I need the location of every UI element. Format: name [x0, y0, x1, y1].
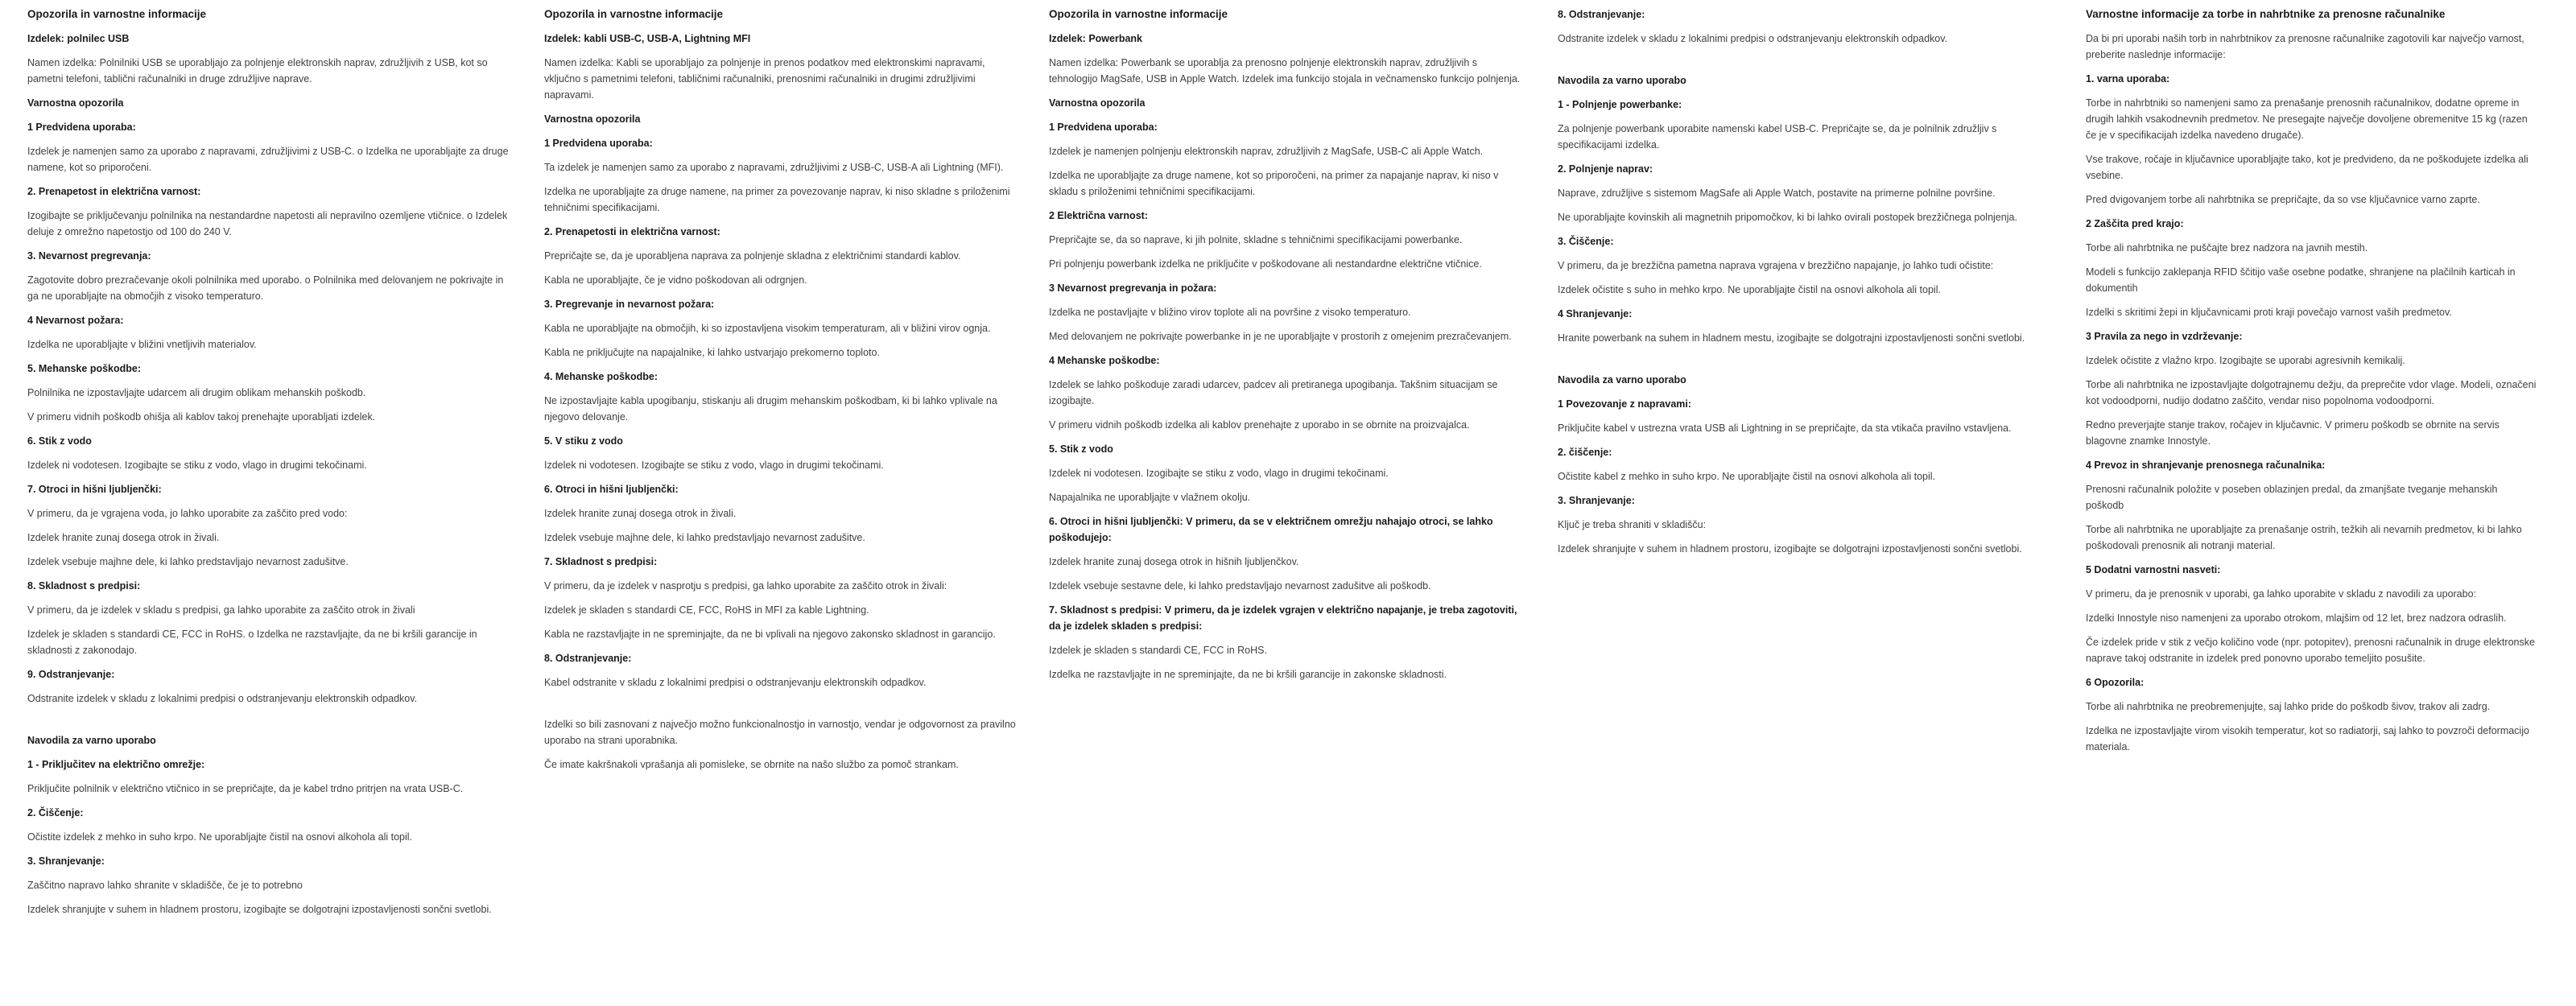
paragraph: Kabel odstranite v skladu z lokalnimi predpisi o odstranjevanju elektronskih odpadkov.	[544, 677, 927, 688]
paragraph: Če imate kakršnakoli vprašanja ali pomisleke, se obrnite na našo službo za pomoč strankam.	[544, 759, 959, 770]
section-heading: 8. Odstranjevanje:	[1558, 9, 1645, 20]
paragraph: Ključ je treba shraniti v skladišču:	[1558, 519, 1707, 530]
section-heading: 4 Mehanske poškodbe:	[1049, 355, 1160, 366]
paragraph: V primeru, da je brezžična pametna naprava vgrajena v brezžično napajanje, jo lahko tudi očistite:	[1558, 260, 1994, 271]
paragraph: Očistite kabel z mehko in suho krpo. Ne uporabljajte čistil na osnovi alkohola ali topil.	[1558, 471, 1935, 482]
section-heading: 3. Shranjevanje:	[27, 856, 105, 867]
section-heading: 6. Otroci in hišni ljubljenčki: V primeru, da se v električnem omrežju nahajajo otroci, se lahko poškodujejo:	[1049, 516, 1493, 543]
paragraph: Namen izdelka: Powerbank se uporablja za prenosno polnjenje elektronskih naprav, združljivih s tehnologijo MagSafe, USB in Apple Watch. Izdelek ima funkcijo stojala in večnamensko funkcijo polnjenja.	[1049, 57, 1521, 85]
paragraph: Izdelek vsebuje sestavne dele, ki lahko predstavljajo nevarnost zadušitve ali poškodb.	[1049, 580, 1431, 592]
section-heading: Varnostna opozorila	[1049, 97, 1146, 109]
section-heading: 2. Prenapetosti in električna varnost:	[544, 226, 720, 237]
paragraph: Odstranite izdelek v skladu z lokalnimi predpisi o odstranjevanju elektronskih odpadkov.	[1558, 33, 1948, 44]
section-heading: 6. Otroci in hišni ljubljenčki:	[544, 484, 679, 495]
section-heading: 2. Prenapetost in električna varnost:	[27, 186, 201, 197]
paragraph: Torbe ali nahrbtnika ne preobremenjujte, saj lahko pride do poškodb šivov, trakov ali zadrg.	[2086, 701, 2491, 712]
paragraph: Izdelek očistite z vlažno krpo. Izogibajte se uporabi agresivnih kemikalij.	[2086, 355, 2405, 366]
column-usb-charger	[27, 6, 510, 926]
paragraph: Ta izdelek je namenjen samo za uporabo z napravami, združljivimi z USB-C, USB-A ali Lightning (MFI).	[544, 162, 1004, 173]
paragraph: Izdelek hranite zunaj dosega otrok in živali.	[27, 532, 220, 543]
paragraph: Izdelek hranite zunaj dosega otrok in hišnih ljubljenčkov.	[1049, 556, 1299, 567]
section-heading: 2. Čiščenje:	[27, 807, 84, 818]
paragraph: Prepričajte se, da je uporabljena naprava za polnjenje skladna z električnimi standardi kablov.	[544, 250, 961, 262]
paragraph: Izdelek je skladen s standardi CE, FCC in RoHS.	[1049, 645, 1267, 656]
column-powerbank	[1049, 6, 1524, 691]
section-heading: 2. čiščenje:	[1558, 447, 1612, 458]
paragraph: Kabla ne priključujte na napajalnike, ki lahko ustvarjajo prekomerno toploto.	[544, 347, 880, 358]
paragraph: Namen izdelka: Kabli se uporabljajo za polnjenje in prenos podatkov med elektronskimi napravami, vključno s pametnimi telefoni, tabličnimi računalniki, prenosnimi računalniki in drugimi združljivimi napravami.	[544, 57, 985, 101]
section-heading: 1 - Priključitev na električno omrežje:	[27, 759, 205, 770]
section-heading: 1 Predvidena uporaba:	[544, 138, 653, 149]
document-title: Opozorila in varnostne informacije	[1049, 8, 1228, 20]
paragraph: Izdelka ne uporabljajte v bližini vnetljivih materialov.	[27, 339, 257, 350]
section-heading: 6. Stik z vodo	[27, 435, 92, 447]
paragraph: Ne uporabljajte kovinskih ali magnetnih pripomočkov, ki bi lahko ovirali postopek brezžičnega polnjenja.	[1558, 212, 2017, 223]
paragraph: V primeru vidnih poškodb ohišja ali kablov takoj prenehajte uporabljati izdelek.	[27, 411, 376, 423]
paragraph: V primeru, da je prenosnik v uporabi, ga lahko uporabite v skladu z navodili za uporabo:	[2086, 588, 2477, 600]
paragraph: Izdelek shranjujte v suhem in hladnem prostoru, izogibajte se dolgotrajni izpostavljenosti sončni svetlobi.	[27, 904, 492, 915]
paragraph: Izdelki Innostyle niso namenjeni za uporabo otrokom, mlajšim od 12 let, brez nadzora odraslih.	[2086, 612, 2507, 624]
paragraph: Izdelek je skladen s standardi CE, FCC in RoHS. o Izdelka ne razstavljajte, da ne bi kršili garancije in skladnosti z zakonodajo.	[27, 629, 477, 656]
section-heading: 8. Odstranjevanje:	[544, 653, 632, 664]
paragraph: Torbe ali nahrbtnika ne uporabljajte za prenašanje ostrih, težkih ali nevarnih predmetov, ki bi lahko poškodovali prenosnik ali notranji material.	[2086, 524, 2522, 551]
paragraph: Da bi pri uporabi naših torb in nahrbtnikov za prenosne računalnike zagotovili kar največjo varnost, preberite naslednje informacije:	[2086, 33, 2524, 60]
paragraph: Zagotovite dobro prezračevanje okoli polnilnika med uporabo. o Polnilnika med delovanjem ne pokrivajte in ga ne uporabljajte na območjih z visoko temperaturo.	[27, 274, 504, 302]
paragraph: Priključite polnilnik v električno vtičnico in se prepričajte, da je kabel trdno pritrjen na vrata USB-C.	[27, 783, 464, 794]
paragraph: Naprave, združljive s sistemom MagSafe ali Apple Watch, postavite na primerne polnilne površine.	[1558, 188, 1996, 199]
paragraph: Odstranite izdelek v skladu z lokalnimi predpisi o odstranjevanju elektronskih odpadkov.	[27, 693, 418, 704]
paragraph: Redno preverjajte stanje trakov, ročajev in ključavnic. V primeru poškodb se obrnite na servis blagovne znamke Innostyle.	[2086, 419, 2500, 447]
paragraph: Namen izdelka: Polnilniki USB se uporabljajo za polnjenje elektronskih naprav, združljivih z USB, kot so pametni telefoni, tablični računalniki in druge združljive naprave.	[27, 57, 488, 85]
paragraph: Vse trakove, ročaje in ključavnice uporabljajte tako, kot je predvideno, da ne poškodujete izdelka ali vsebine.	[2086, 154, 2529, 181]
section-heading: 3. Nevarnost pregrevanja:	[27, 250, 151, 262]
paragraph: Izdelek je namenjen polnjenju elektronskih naprav, združljivih z MagSafe, USB-C ali Apple Watch.	[1049, 146, 1484, 157]
section-heading: 2 Električna varnost:	[1049, 210, 1148, 221]
section-heading: 3. Čiščenje:	[1558, 236, 1614, 247]
paragraph: Torbe in nahrbtniki so namenjeni samo za prenašanje prenosnih računalnikov, dodatne opreme in drugih lahkih vsakodnevnih predmetov. Ne presegajte največje dovoljene obremenitve 15 kg (razen če je v specifikacijah izdelka navedeno drugače).	[2086, 97, 2528, 141]
paragraph: Izdelki so bili zasnovani z največjo možno funkcionalnostjo in varnostjo, vendar je odgovornost za pravilno uporabo na strani uporabnika.	[544, 719, 1016, 746]
section-heading: 3. Shranjevanje:	[1558, 495, 1635, 506]
section-heading: 7. Otroci in hišni ljubljenčki:	[27, 484, 162, 495]
section-heading: 4 Shranjevanje:	[1558, 308, 1633, 320]
section-heading: Izdelek: Powerbank	[1049, 33, 1143, 44]
paragraph: Izdelek se lahko poškoduje zaradi udarcev, padcev ali pretiranega upogibanja. Takšnim situacijam se izogibajte.	[1049, 379, 1498, 406]
section-heading: Izdelek: kabli USB-C, USB-A, Lightning MFI	[544, 33, 751, 44]
paragraph: Prepričajte se, da so naprave, ki jih polnite, skladne s tehničnimi specifikacijami powerbanke.	[1049, 234, 1463, 245]
paragraph: Torbe ali nahrbtnika ne puščajte brez nadzora na javnih mestih.	[2086, 242, 2368, 254]
section-heading: 4 Prevoz in shranjevanje prenosnega računalnika:	[2086, 460, 2326, 471]
document-title: Varnostne informacije za torbe in nahrbtnike za prenosne računalnike	[2086, 8, 2446, 20]
section-heading: 4 Nevarnost požara:	[27, 315, 124, 326]
paragraph: Kabla ne uporabljajte, če je vidno poškodovan ali odrgnjen.	[544, 274, 807, 286]
section-heading: 7. Skladnost s predpisi:	[544, 556, 658, 567]
paragraph: Polnilnika ne izpostavljajte udarcem ali drugim oblikam mehanskih poškodb.	[27, 387, 366, 398]
paragraph: Izdelki s skritimi žepi in ključavnicami proti kraji povečajo varnost vaših predmetov.	[2086, 307, 2452, 318]
paragraph: Ne izpostavljajte kabla upogibanju, stiskanju ali drugim mehanskim poškodbam, ki bi lahko vplivale na njegovo delovanje.	[544, 395, 997, 423]
paragraph: Prenosni računalnik položite v poseben oblazinjen predal, da zmanjšate tveganje mehanskih poškodb	[2086, 484, 2498, 511]
section-heading: Navodila za varno uporabo	[27, 735, 156, 746]
paragraph: V primeru, da je izdelek v skladu s predpisi, ga lahko uporabite za zaščito otrok in živali	[27, 604, 415, 616]
paragraph: Priključite kabel v ustrezna vrata USB ali Lightning in se prepričajte, da sta vtikača pravilno vstavljena.	[1558, 423, 2012, 434]
document-title: Opozorila in varnostne informacije	[27, 8, 207, 20]
section-heading: 5 Dodatni varnostni nasveti:	[2086, 564, 2221, 575]
paragraph: Izdelek vsebuje majhne dele, ki lahko predstavljajo nevarnost zadušitve.	[544, 532, 865, 543]
section-heading: Varnostna opozorila	[544, 113, 641, 125]
paragraph: Izdelka ne izpostavljajte virom visokih temperatur, kot so radiatorji, saj lahko to povzroči deformacijo materiala.	[2086, 725, 2529, 752]
paragraph: Hranite powerbank na suhem in hladnem mestu, izogibajte se dolgotrajni izpostavljenosti sončni svetlobi.	[1558, 332, 2025, 344]
section-heading: 6 Opozorila:	[2086, 677, 2145, 688]
paragraph: Če izdelek pride v stik z večjo količino vode (npr. potopitev), prenosni računalnik in druge elektronske naprave takoj odstranite in izdelek pred ponovno uporabo temeljito posušite.	[2086, 637, 2535, 664]
paragraph: Za polnjenje powerbank uporabite namenski kabel USB-C. Prepričajte se, da je polnilnik združljiv s specifikacijami izdelka.	[1558, 123, 1997, 150]
section-heading: 1 - Polnjenje powerbanke:	[1558, 99, 1682, 110]
section-heading: 4. Mehanske poškodbe:	[544, 371, 658, 382]
section-heading: 2 Zaščita pred krajo:	[2086, 218, 2184, 229]
paragraph: Očistite izdelek z mehko in suho krpo. Ne uporabljajte čistil na osnovi alkohola ali topil.	[27, 831, 413, 843]
column-powerbank-usage	[1558, 6, 2033, 565]
section-heading: 5. V stiku z vodo	[544, 435, 623, 447]
paragraph: Izdelka ne uporabljajte za druge namene, kot so priporočeni, na primer za napajanje naprav, ki niso v skladu s priloženimi tehničnimi specifikacijami.	[1049, 170, 1499, 197]
section-heading: 3 Pravila za nego in vzdrževanje:	[2086, 331, 2243, 342]
paragraph: Izdelek ni vodotesen. Izogibajte se stiku z vodo, vlago in drugimi tekočinami.	[544, 460, 884, 471]
paragraph: Izdelek je skladen s standardi CE, FCC, RoHS in MFI za kable Lightning.	[544, 604, 869, 616]
section-heading: 1 Povezovanje z napravami:	[1558, 398, 1692, 410]
paragraph: Med delovanjem ne pokrivajte powerbanke in je ne uporabljajte v prostorih z omejenim prezračevanjem.	[1049, 331, 1512, 342]
section-heading: 1 Predvidena uporaba:	[27, 122, 136, 133]
section-heading: 1. varna uporaba:	[2086, 73, 2170, 85]
section-heading: 5. Mehanske poškodbe:	[27, 363, 142, 374]
paragraph: Izdelek hranite zunaj dosega otrok in živali.	[544, 508, 737, 519]
paragraph: Izdelek očistite s suho in mehko krpo. Ne uporabljajte čistil na osnovi alkohola ali topil.	[1558, 284, 1941, 295]
section-heading: 8. Skladnost s predpisi:	[27, 580, 141, 592]
paragraph: Modeli s funkcijo zaklepanja RFID ščitijo vaše osebne podatke, shranjene na plačilnih karticah in dokumentih	[2086, 266, 2516, 294]
paragraph: Izdelek vsebuje majhne dele, ki lahko predstavljajo nevarnost zadušitve.	[27, 556, 349, 567]
paragraph: V primeru, da je izdelek v nasprotju s predpisi, ga lahko uporabite za zaščito otrok in živali:	[544, 580, 947, 592]
document-title: Opozorila in varnostne informacije	[544, 8, 724, 20]
paragraph: Izdelka ne razstavljajte in ne spreminjajte, da ne bi kršili garancije in zakonske skladnosti.	[1049, 669, 1447, 680]
section-heading: 3 Nevarnost pregrevanja in požara:	[1049, 282, 1217, 294]
paragraph: Kabla ne razstavljajte in ne spreminjajte, da ne bi vplivali na njegovo zakonsko skladnost in garancijo.	[544, 629, 996, 640]
section-heading: Varnostna opozorila	[27, 97, 124, 109]
paragraph: Zaščitno napravo lahko shranite v skladišče, če je to potrebno	[27, 880, 303, 891]
section-heading: Navodila za varno uporabo	[1558, 75, 1686, 86]
paragraph: Izogibajte se priključevanju polnilnika na nestandardne napetosti ali nepravilno ozemljene vtičnice. o Izdelek deluje z omrežno napetostjo od 100 do 240 V.	[27, 210, 508, 237]
paragraph: Izdelka ne uporabljajte za druge namene, na primer za povezovanje naprav, ki niso skladne s priloženimi tehničnimi specifikacijami.	[544, 186, 1010, 213]
section-heading: 1 Predvidena uporaba:	[1049, 122, 1158, 133]
column-cables	[544, 6, 1019, 781]
section-heading: 7. Skladnost s predpisi: V primeru, da je izdelek vgrajen v električno napajanje, je treba zagotoviti, da je izdelek skladen s predpisi:	[1049, 604, 1517, 632]
paragraph: Izdelek shranjujte v suhem in hladnem prostoru, izogibajte se dolgotrajni izpostavljenosti sončni svetlobi.	[1558, 543, 2022, 555]
paragraph: V primeru vidnih poškodb izdelka ali kablov prenehajte z uporabo in se obrnite na proizvajalca.	[1049, 419, 1470, 431]
paragraph: Izdelka ne postavljajte v bližino virov toplote ali na površine z visoko temperaturo.	[1049, 307, 1411, 318]
section-heading: 2. Polnjenje naprav:	[1558, 163, 1653, 175]
paragraph: Pred dvigovanjem torbe ali nahrbtnika se prepričajte, da so vse ključavnice varno zaprte.	[2086, 194, 2480, 205]
paragraph: Napajalnika ne uporabljajte v vlažnem okolju.	[1049, 492, 1251, 503]
section-heading: Izdelek: polnilec USB	[27, 33, 130, 44]
column-laptop-bags	[2086, 6, 2537, 763]
section-heading: 3. Pregrevanje in nevarnost požara:	[544, 299, 715, 310]
paragraph: Izdelek je namenjen samo za uporabo z napravami, združljivimi z USB-C. o Izdelka ne uporabljajte za druge namene, kot so priporočeni.	[27, 146, 509, 173]
paragraph: Izdelek ni vodotesen. Izogibajte se stiku z vodo, vlago in drugimi tekočinami.	[27, 460, 367, 471]
paragraph: V primeru, da je vgrajena voda, jo lahko uporabite za zaščito pred vodo:	[27, 508, 348, 519]
paragraph: Pri polnjenju powerbank izdelka ne priključite v poškodovane ali nestandardne električne vtičnice.	[1049, 258, 1482, 270]
section-heading: 9. Odstranjevanje:	[27, 669, 115, 680]
section-heading: Navodila za varno uporabo	[1558, 374, 1686, 385]
paragraph: Torbe ali nahrbtnika ne izpostavljajte dolgotrajnemu dežju, da preprečite vdor vlage. Modeli, označeni kot vodoodporni, nudijo dodatno zaščito, vendar niso popolnoma vodoodporni.	[2086, 379, 2537, 406]
paragraph: Izdelek ni vodotesen. Izogibajte se stiku z vodo, vlago in drugimi tekočinami.	[1049, 468, 1389, 479]
section-heading: 5. Stik z vodo	[1049, 443, 1113, 455]
paragraph: Kabla ne uporabljajte na območjih, ki so izpostavljena visokim temperaturam, ali v bližini virov ognja.	[544, 323, 991, 334]
